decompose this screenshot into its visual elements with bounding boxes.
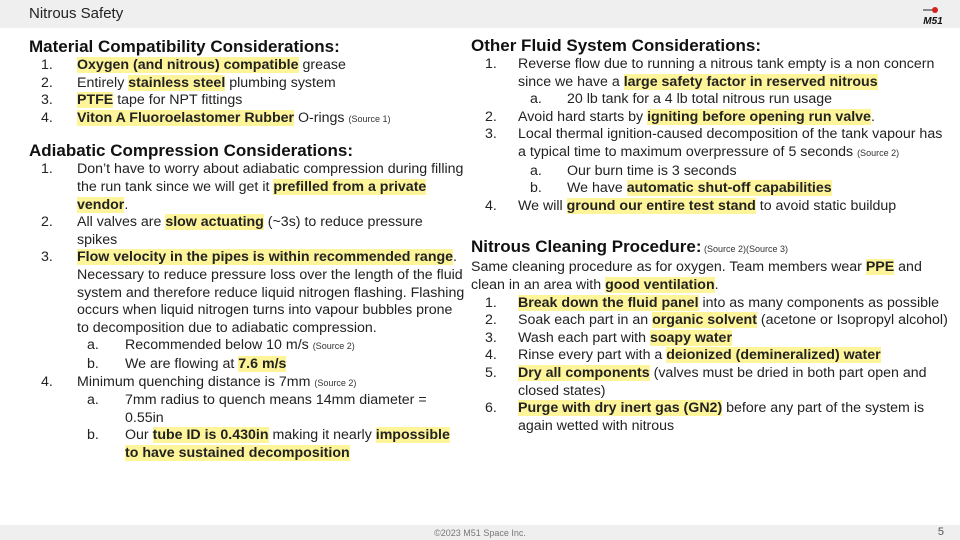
- list-item: 2. All valves are slow actuating (~3s) to reduce pressure spikes: [41, 214, 423, 248]
- material-list: [29, 57, 465, 128]
- list-item: 1. Reverse flow due to running a nitrous tank empty is a non concern since we have a large safety factor in reserved nitrous: [485, 56, 935, 90]
- sub-list-item: a. Recommended below 10 m/s (Source 2): [87, 337, 355, 354]
- right-column: [471, 36, 951, 435]
- header-bar: [0, 0, 960, 28]
- list-item: 2. Avoid hard starts by igniting before opening run valve.: [485, 108, 875, 125]
- other-fluid-list: [471, 56, 951, 215]
- list-item: 1. Oxygen (and nitrous) compatible grease: [41, 57, 346, 73]
- list-item: 2. Entirely stainless steel plumbing system: [41, 74, 336, 91]
- footer-bar: [0, 525, 960, 540]
- list-item: 6. Purge with dry inert gas (GN2) before any part of the system is again wetted with nitrous: [485, 400, 925, 434]
- list-item: 3. PTFE tape for NPT fittings: [41, 92, 243, 109]
- list-item: 3. Local thermal ignition-caused decomposition of the tank vapour has a typical time to maximum overpressure of 5 seconds (Source 2): [485, 126, 943, 160]
- source-citation: (Source 2): [312, 341, 355, 352]
- adiabatic-heading: Adiabatic Compression Considerations:: [29, 141, 353, 161]
- cleaning-intro: Same cleaning procedure as for oxygen. Team members wear PPE and clean in an area with good ventilation.: [471, 259, 922, 293]
- source-citation: (Source 1): [348, 113, 391, 124]
- list-item: 4. Viton A Fluoroelastomer Rubber O-rings (Source 1): [41, 109, 391, 126]
- sub-list-item: a. Our burn time is 3 seconds: [530, 162, 737, 179]
- other-fluid-heading: Other Fluid System Considerations:: [471, 36, 761, 55]
- sub-list-item: a. 7mm radius to quench means 14mm diameter = 0.55in: [87, 392, 427, 426]
- adiabatic-list: [29, 161, 465, 462]
- list-item: 1. Don’t have to worry about adiabatic compression during filling the run tank since we will get it prefilled from a private vendor.: [41, 161, 464, 213]
- m51-logo-icon: [920, 4, 946, 26]
- list-item: 1. Break down the fluid panel into as many components as possible: [485, 294, 940, 311]
- list-item: 4. Minimum quenching distance is 7mm (Source 2): [41, 373, 357, 390]
- list-item: 3. Flow velocity in the pipes is within recommended range. Necessary to reduce pressure loss over the length of the fluid system and therefore reduce liquid nitrogen flashing. Flashing occurs when liquid nitrogen turns into vapour bubbles prone to decomposition due to adiabatic compression.: [41, 249, 465, 336]
- source-citation: (Source 2): [314, 377, 357, 388]
- list-item: 5. Dry all components (valves must be dried in both part open and closed states): [485, 364, 927, 399]
- source-citation: (Source 2): [857, 147, 900, 158]
- cleaning-heading: Nitrous Cleaning Procedure: (Source 2)(Source 3): [471, 237, 789, 257]
- source-citation: (Source 2)(Source 3): [701, 244, 789, 255]
- material-heading: Material Compatibility Considerations:: [29, 37, 340, 56]
- list-item: 4. Rinse every part with a deionized (demineralized) water: [485, 347, 881, 364]
- sub-list-item: b. We have automatic shut-off capabilities: [530, 180, 832, 197]
- copyright-text: ©2023 M51 Space Inc.: [434, 528, 526, 538]
- sub-list-item: b. We are flowing at 7.6 m/s: [87, 355, 287, 372]
- sub-list-item: b. Our tube ID is 0.430in making it nearly impossible to have sustained decomposition: [87, 427, 450, 461]
- page-number: 5: [937, 526, 944, 538]
- left-column: [29, 37, 465, 462]
- list-item: 2. Soak each part in an organic solvent (acetone or Isopropyl alcohol): [485, 312, 948, 329]
- sub-list-item: a. 20 lb tank for a 4 lb total nitrous run usage: [530, 91, 832, 108]
- cleaning-list: [471, 295, 951, 436]
- logo-text: M51: [923, 16, 943, 26]
- list-item: 4. We will ground our entire test stand to avoid static buildup: [485, 197, 897, 214]
- list-item: 3. Wash each part with soapy water: [485, 329, 732, 346]
- slide-title: Nitrous Safety: [29, 5, 124, 22]
